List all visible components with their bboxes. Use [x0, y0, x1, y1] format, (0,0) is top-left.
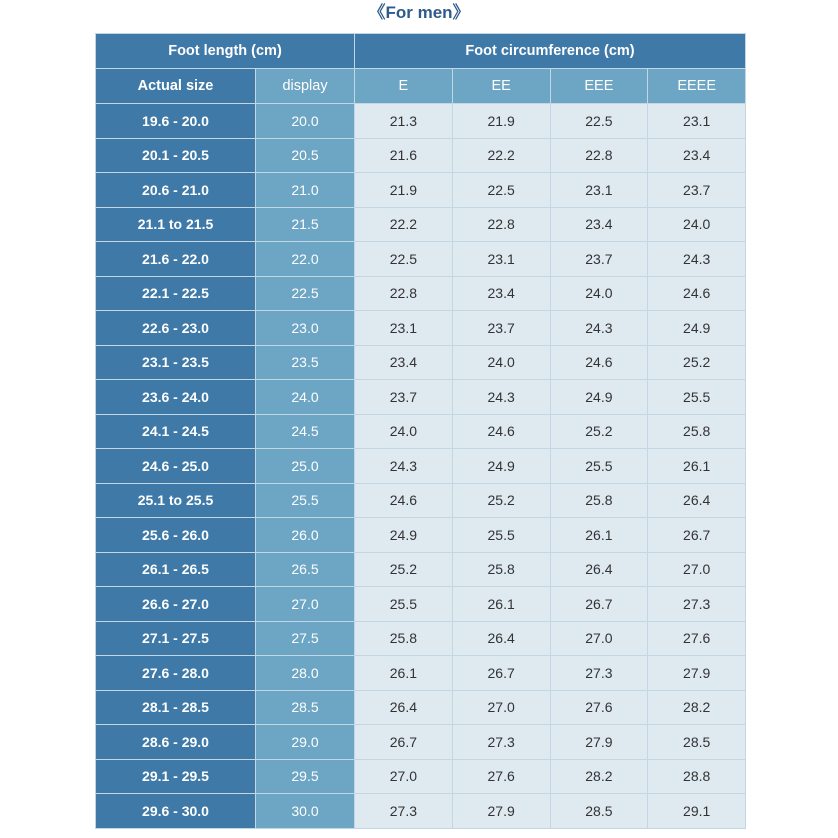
table-body [96, 104, 746, 829]
display-size-cell: 30.0 [256, 794, 355, 829]
display-size-cell: 20.0 [256, 104, 355, 139]
circumference-e-cell: 25.2 [355, 552, 453, 587]
circumference-e-cell: 23.7 [355, 380, 453, 415]
display-size-cell: 23.5 [256, 345, 355, 380]
foot-length-header: Foot length (cm) [96, 34, 355, 69]
circumference-eeee-cell: 27.3 [648, 587, 746, 622]
table-row [96, 449, 746, 484]
circumference-ee-cell: 24.6 [452, 414, 550, 449]
display-size-cell: 27.5 [256, 621, 355, 656]
circumference-ee-cell: 27.6 [452, 759, 550, 794]
actual-size-cell: 29.6 - 30.0 [96, 794, 256, 829]
circumference-eeee-cell: 27.6 [648, 621, 746, 656]
circumference-ee-cell: 24.3 [452, 380, 550, 415]
circumference-eee-cell: 28.2 [550, 759, 648, 794]
circumference-ee-cell: 23.7 [452, 311, 550, 346]
circumference-e-cell: 23.1 [355, 311, 453, 346]
circumference-ee-cell: 25.8 [452, 552, 550, 587]
circumference-eee-cell: 23.1 [550, 173, 648, 208]
size-chart-table [95, 33, 746, 829]
actual-size-cell: 26.6 - 27.0 [96, 587, 256, 622]
display-size-cell: 22.0 [256, 242, 355, 277]
display-size-cell: 29.0 [256, 725, 355, 760]
table-row [96, 276, 746, 311]
foot-circumference-header: Foot circumference (cm) [355, 34, 746, 69]
table-row [96, 587, 746, 622]
table-row [96, 621, 746, 656]
circumference-eeee-cell: 27.9 [648, 656, 746, 691]
actual-size-cell: 20.6 - 21.0 [96, 173, 256, 208]
circumference-eeee-cell: 26.7 [648, 518, 746, 553]
circumference-e-cell: 24.0 [355, 414, 453, 449]
display-size-cell: 28.0 [256, 656, 355, 691]
actual-size-cell: 23.6 - 24.0 [96, 380, 256, 415]
circumference-e-cell: 22.5 [355, 242, 453, 277]
circumference-ee-cell: 24.9 [452, 449, 550, 484]
actual-size-cell: 21.6 - 22.0 [96, 242, 256, 277]
circumference-eee-cell: 27.6 [550, 690, 648, 725]
circumference-eeee-cell: 24.9 [648, 311, 746, 346]
circumference-e-cell: 22.8 [355, 276, 453, 311]
circumference-eee-cell: 22.5 [550, 104, 648, 139]
actual-size-cell: 27.6 - 28.0 [96, 656, 256, 691]
circumference-e-cell: 26.4 [355, 690, 453, 725]
circumference-eeee-cell: 26.1 [648, 449, 746, 484]
circumference-ee-cell: 24.0 [452, 345, 550, 380]
circumference-e-cell: 26.7 [355, 725, 453, 760]
circumference-ee-cell: 26.7 [452, 656, 550, 691]
circumference-e-cell: 22.2 [355, 207, 453, 242]
circumference-ee-cell: 22.8 [452, 207, 550, 242]
display-header: display [256, 69, 355, 104]
circumference-eeee-cell: 25.2 [648, 345, 746, 380]
circumference-eee-cell: 26.4 [550, 552, 648, 587]
circumference-e-cell: 24.9 [355, 518, 453, 553]
circumference-eee-cell: 26.1 [550, 518, 648, 553]
table-row [96, 380, 746, 415]
circumference-e-cell: 21.3 [355, 104, 453, 139]
circumference-eee-cell: 25.8 [550, 483, 648, 518]
table-row [96, 794, 746, 829]
circumference-eeee-cell: 24.0 [648, 207, 746, 242]
circumference-ee-cell: 27.3 [452, 725, 550, 760]
actual-size-cell: 20.1 - 20.5 [96, 138, 256, 173]
width-header-eeee: EEEE [648, 69, 746, 104]
circumference-ee-cell: 25.2 [452, 483, 550, 518]
width-header-ee: EE [452, 69, 550, 104]
circumference-ee-cell: 23.4 [452, 276, 550, 311]
table-row [96, 138, 746, 173]
table-row [96, 311, 746, 346]
actual-size-cell: 21.1 to 21.5 [96, 207, 256, 242]
width-header-eee: EEE [550, 69, 648, 104]
table-row [96, 345, 746, 380]
display-size-cell: 29.5 [256, 759, 355, 794]
display-size-cell: 20.5 [256, 138, 355, 173]
circumference-ee-cell: 27.0 [452, 690, 550, 725]
circumference-eee-cell: 27.0 [550, 621, 648, 656]
actual-size-cell: 23.1 - 23.5 [96, 345, 256, 380]
circumference-eee-cell: 27.3 [550, 656, 648, 691]
table-row [96, 656, 746, 691]
display-size-cell: 28.5 [256, 690, 355, 725]
circumference-eeee-cell: 23.4 [648, 138, 746, 173]
width-header-e: E [355, 69, 453, 104]
table-row [96, 725, 746, 760]
circumference-eee-cell: 23.4 [550, 207, 648, 242]
circumference-eee-cell: 23.7 [550, 242, 648, 277]
circumference-e-cell: 21.9 [355, 173, 453, 208]
display-size-cell: 27.0 [256, 587, 355, 622]
circumference-eeee-cell: 25.5 [648, 380, 746, 415]
table-row [96, 414, 746, 449]
circumference-e-cell: 25.5 [355, 587, 453, 622]
table-row [96, 552, 746, 587]
circumference-e-cell: 24.3 [355, 449, 453, 484]
table-row [96, 104, 746, 139]
circumference-eeee-cell: 24.6 [648, 276, 746, 311]
circumference-ee-cell: 25.5 [452, 518, 550, 553]
circumference-eee-cell: 25.2 [550, 414, 648, 449]
table-row [96, 518, 746, 553]
circumference-ee-cell: 23.1 [452, 242, 550, 277]
circumference-ee-cell: 27.9 [452, 794, 550, 829]
actual-size-cell: 25.6 - 26.0 [96, 518, 256, 553]
display-size-cell: 25.5 [256, 483, 355, 518]
circumference-eee-cell: 24.0 [550, 276, 648, 311]
circumference-eeee-cell: 24.3 [648, 242, 746, 277]
circumference-ee-cell: 22.2 [452, 138, 550, 173]
circumference-ee-cell: 26.4 [452, 621, 550, 656]
table-row [96, 483, 746, 518]
actual-size-cell: 19.6 - 20.0 [96, 104, 256, 139]
display-size-cell: 21.5 [256, 207, 355, 242]
circumference-e-cell: 24.6 [355, 483, 453, 518]
circumference-eee-cell: 22.8 [550, 138, 648, 173]
table-row [96, 242, 746, 277]
actual-size-cell: 26.1 - 26.5 [96, 552, 256, 587]
circumference-eee-cell: 24.3 [550, 311, 648, 346]
circumference-eeee-cell: 25.8 [648, 414, 746, 449]
circumference-e-cell: 23.4 [355, 345, 453, 380]
actual-size-cell: 25.1 to 25.5 [96, 483, 256, 518]
circumference-eee-cell: 24.6 [550, 345, 648, 380]
actual-size-header: Actual size [96, 69, 256, 104]
actual-size-cell: 22.6 - 23.0 [96, 311, 256, 346]
actual-size-cell: 24.1 - 24.5 [96, 414, 256, 449]
display-size-cell: 24.5 [256, 414, 355, 449]
circumference-ee-cell: 26.1 [452, 587, 550, 622]
display-size-cell: 24.0 [256, 380, 355, 415]
circumference-eee-cell: 25.5 [550, 449, 648, 484]
circumference-ee-cell: 21.9 [452, 104, 550, 139]
circumference-e-cell: 26.1 [355, 656, 453, 691]
display-size-cell: 26.0 [256, 518, 355, 553]
circumference-eeee-cell: 28.8 [648, 759, 746, 794]
circumference-eeee-cell: 23.7 [648, 173, 746, 208]
display-size-cell: 22.5 [256, 276, 355, 311]
circumference-ee-cell: 22.5 [452, 173, 550, 208]
circumference-eeee-cell: 28.2 [648, 690, 746, 725]
display-size-cell: 21.0 [256, 173, 355, 208]
actual-size-cell: 28.6 - 29.0 [96, 725, 256, 760]
display-size-cell: 25.0 [256, 449, 355, 484]
circumference-eeee-cell: 23.1 [648, 104, 746, 139]
header-row-group [96, 34, 746, 69]
page-title: 《For men》 [368, 3, 470, 22]
circumference-eeee-cell: 28.5 [648, 725, 746, 760]
table-row [96, 207, 746, 242]
actual-size-cell: 29.1 - 29.5 [96, 759, 256, 794]
circumference-eeee-cell: 27.0 [648, 552, 746, 587]
table-row [96, 690, 746, 725]
circumference-e-cell: 21.6 [355, 138, 453, 173]
circumference-eee-cell: 26.7 [550, 587, 648, 622]
circumference-eeee-cell: 26.4 [648, 483, 746, 518]
table-row [96, 173, 746, 208]
circumference-eeee-cell: 29.1 [648, 794, 746, 829]
circumference-eee-cell: 27.9 [550, 725, 648, 760]
actual-size-cell: 27.1 - 27.5 [96, 621, 256, 656]
circumference-e-cell: 27.3 [355, 794, 453, 829]
header-row-columns [96, 69, 746, 104]
actual-size-cell: 22.1 - 22.5 [96, 276, 256, 311]
actual-size-cell: 24.6 - 25.0 [96, 449, 256, 484]
display-size-cell: 26.5 [256, 552, 355, 587]
circumference-e-cell: 27.0 [355, 759, 453, 794]
circumference-e-cell: 25.8 [355, 621, 453, 656]
actual-size-cell: 28.1 - 28.5 [96, 690, 256, 725]
display-size-cell: 23.0 [256, 311, 355, 346]
circumference-eee-cell: 24.9 [550, 380, 648, 415]
circumference-eee-cell: 28.5 [550, 794, 648, 829]
table-row [96, 759, 746, 794]
